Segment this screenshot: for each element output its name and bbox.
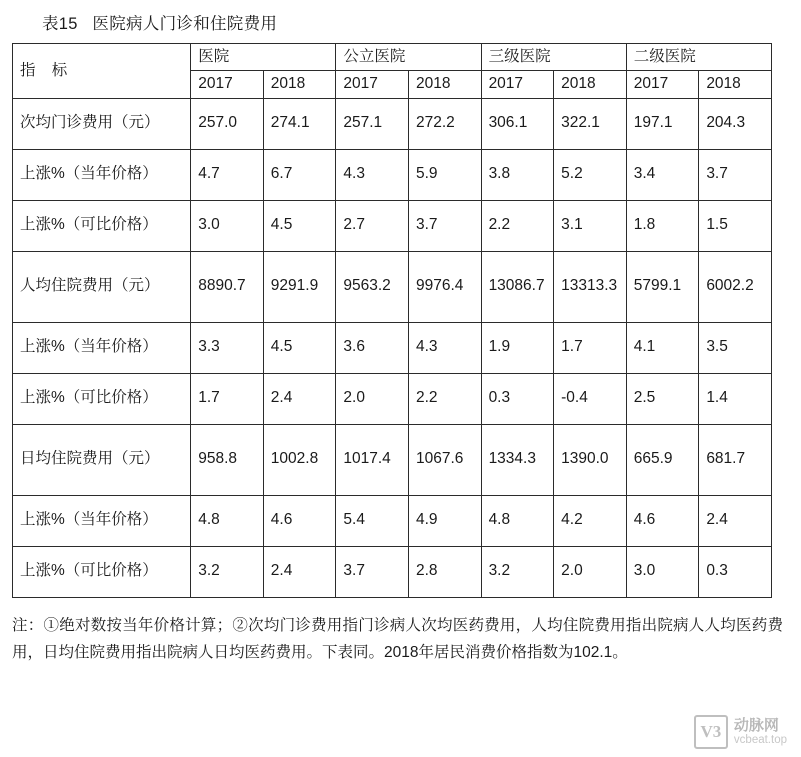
cell-value: 3.5 — [699, 322, 772, 373]
cell-value: 2.4 — [263, 373, 336, 424]
cell-value: 2.0 — [336, 373, 409, 424]
cell-value: 4.9 — [408, 495, 481, 546]
cell-value: 4.3 — [336, 149, 409, 200]
cell-value: 1017.4 — [336, 424, 409, 495]
cell-value: 3.7 — [336, 546, 409, 597]
header-group-tertiary-hospital: 三级医院 — [481, 44, 626, 71]
cell-value: 1390.0 — [554, 424, 627, 495]
cell-value: 2.0 — [554, 546, 627, 597]
cell-value: 274.1 — [263, 98, 336, 149]
cell-value: 3.7 — [699, 149, 772, 200]
watermark-text — [734, 717, 787, 747]
cell-value: 4.2 — [554, 495, 627, 546]
watermark-logo-icon: V3 — [694, 715, 728, 749]
watermark-url: vcbeat.top — [733, 734, 787, 747]
cell-value: 2.2 — [481, 200, 554, 251]
table-row — [13, 322, 772, 373]
header-group-secondary-hospital: 二级医院 — [626, 44, 771, 71]
cell-value: 4.8 — [191, 495, 264, 546]
cell-value: 6.7 — [263, 149, 336, 200]
row-indicator: 上涨%（可比价格） — [13, 373, 191, 424]
cell-value: 272.2 — [408, 98, 481, 149]
cell-value: 3.2 — [481, 546, 554, 597]
cell-value: 2.2 — [408, 373, 481, 424]
row-indicator: 上涨%（当年价格） — [13, 322, 191, 373]
cell-value: 1.7 — [554, 322, 627, 373]
cell-value: 306.1 — [481, 98, 554, 149]
header-year: 2018 — [263, 71, 336, 98]
cell-value: 197.1 — [626, 98, 699, 149]
header-group-public-hospital: 公立医院 — [336, 44, 481, 71]
cell-value: 5.9 — [408, 149, 481, 200]
table-row — [13, 546, 772, 597]
cell-value: 3.1 — [554, 200, 627, 251]
cell-value: 9563.2 — [336, 251, 409, 322]
header-year: 2017 — [626, 71, 699, 98]
cell-value: 2.4 — [699, 495, 772, 546]
cell-value: 5.2 — [554, 149, 627, 200]
table-row — [13, 251, 772, 322]
header-year: 2018 — [554, 71, 627, 98]
header-year: 2018 — [699, 71, 772, 98]
header-year: 2017 — [336, 71, 409, 98]
table-row — [13, 98, 772, 149]
row-indicator: 上涨%（可比价格） — [13, 546, 191, 597]
header-indicator: 指 标 — [13, 44, 191, 99]
hospital-cost-table — [12, 43, 772, 598]
page-title: 表15 医院病人门诊和住院费用 — [42, 15, 278, 33]
cell-value: 8890.7 — [191, 251, 264, 322]
cell-value: 1067.6 — [408, 424, 481, 495]
table-row — [13, 149, 772, 200]
cell-value: 3.7 — [408, 200, 481, 251]
cell-value: -0.4 — [554, 373, 627, 424]
header-year: 2017 — [191, 71, 264, 98]
cell-value: 5.4 — [336, 495, 409, 546]
cell-value: 1.4 — [699, 373, 772, 424]
cell-value: 3.6 — [336, 322, 409, 373]
cell-value: 322.1 — [554, 98, 627, 149]
cell-value: 1.7 — [191, 373, 264, 424]
cell-value: 6002.2 — [699, 251, 772, 322]
cell-value: 4.8 — [481, 495, 554, 546]
table-head — [13, 44, 772, 99]
cell-value: 13313.3 — [554, 251, 627, 322]
cell-value: 1002.8 — [263, 424, 336, 495]
row-indicator: 日均住院费用（元） — [13, 424, 191, 495]
cell-value: 3.0 — [626, 546, 699, 597]
cell-value: 9976.4 — [408, 251, 481, 322]
table-note-text: 注：①绝对数按当年价格计算；②次均门诊费用指门诊病人次均医药费用，人均住院费用指出院病人人均医药费用，日均住院费用指出院病人日均医药费用。下表同。2018年居民消费价格指数为102.1。 — [12, 616, 783, 661]
cell-value: 4.5 — [263, 200, 336, 251]
cell-value: 4.6 — [263, 495, 336, 546]
cell-value: 5799.1 — [626, 251, 699, 322]
cell-value: 1.8 — [626, 200, 699, 251]
table-body — [13, 98, 772, 597]
table-header-groups — [13, 44, 772, 71]
header-year: 2017 — [481, 71, 554, 98]
cell-value: 1.9 — [481, 322, 554, 373]
cell-value: 3.4 — [626, 149, 699, 200]
table-row — [13, 373, 772, 424]
cell-value: 4.5 — [263, 322, 336, 373]
row-indicator: 次均门诊费用（元） — [13, 98, 191, 149]
watermark-brand: 动脉网 — [733, 716, 779, 734]
table-row — [13, 495, 772, 546]
cell-value: 257.1 — [336, 98, 409, 149]
cell-value: 665.9 — [626, 424, 699, 495]
cell-value: 4.1 — [626, 322, 699, 373]
cell-value: 4.7 — [191, 149, 264, 200]
cell-value: 0.3 — [481, 373, 554, 424]
cell-value: 4.6 — [626, 495, 699, 546]
cell-value: 204.3 — [699, 98, 772, 149]
row-indicator: 上涨%（当年价格） — [13, 149, 191, 200]
table-row — [13, 424, 772, 495]
row-indicator: 人均住院费用（元） — [13, 251, 191, 322]
cell-value: 2.7 — [336, 200, 409, 251]
cell-value: 3.0 — [191, 200, 264, 251]
table-row — [13, 200, 772, 251]
table-note — [12, 612, 783, 666]
cell-value: 3.2 — [191, 546, 264, 597]
cell-value: 3.3 — [191, 322, 264, 373]
cell-value: 1334.3 — [481, 424, 554, 495]
cell-value: 4.3 — [408, 322, 481, 373]
watermark — [694, 715, 787, 749]
cell-value: 958.8 — [191, 424, 264, 495]
cell-value: 9291.9 — [263, 251, 336, 322]
header-group-hospital: 医院 — [191, 44, 336, 71]
cell-value: 0.3 — [699, 546, 772, 597]
row-indicator: 上涨%（可比价格） — [13, 200, 191, 251]
row-indicator: 上涨%（当年价格） — [13, 495, 191, 546]
cell-value: 2.4 — [263, 546, 336, 597]
cell-value: 3.8 — [481, 149, 554, 200]
cell-value: 257.0 — [191, 98, 264, 149]
cell-value: 1.5 — [699, 200, 772, 251]
header-year: 2018 — [408, 71, 481, 98]
cell-value: 2.5 — [626, 373, 699, 424]
cell-value: 2.8 — [408, 546, 481, 597]
cell-value: 681.7 — [699, 424, 772, 495]
cell-value: 13086.7 — [481, 251, 554, 322]
